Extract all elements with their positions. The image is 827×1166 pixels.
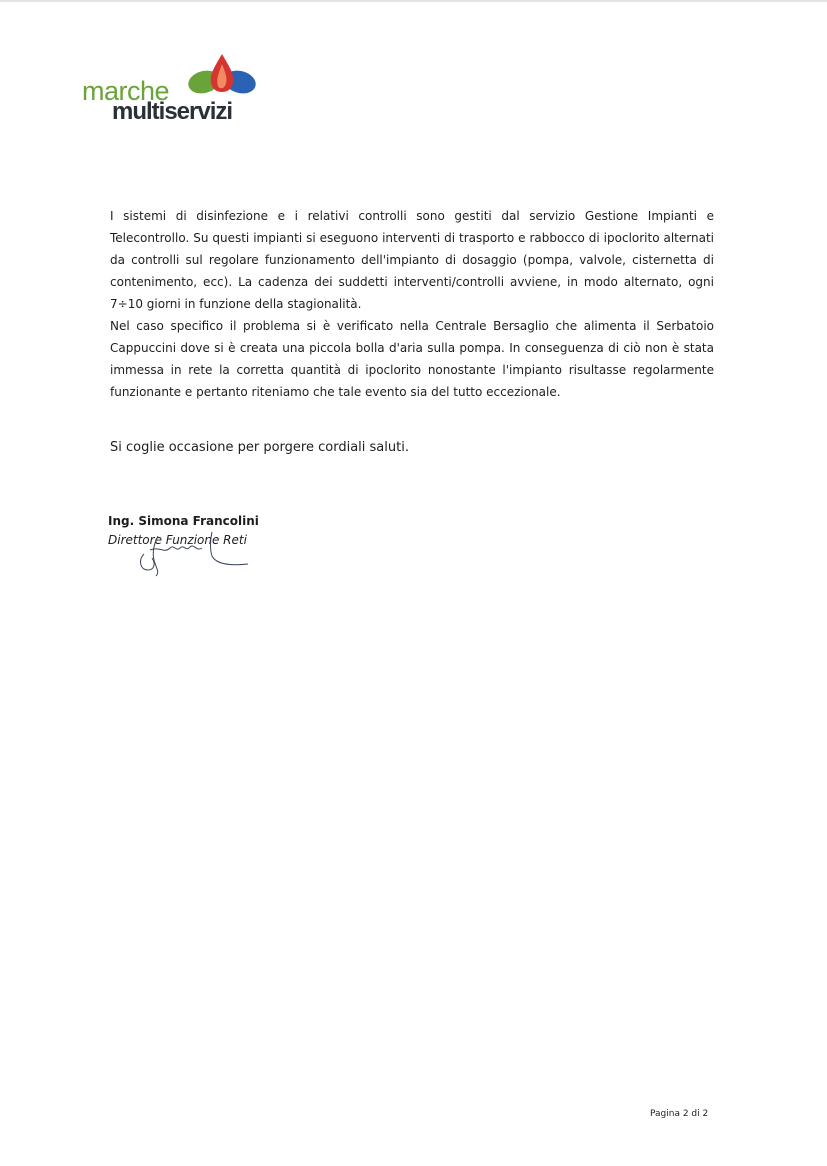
signer-role: Direttore Funzione Reti	[108, 533, 247, 547]
page-top-edge	[0, 0, 827, 2]
page-number: Pagina 2 di 2	[650, 1109, 709, 1119]
company-logo	[82, 52, 262, 132]
closing-greeting: Si coglie occasione per porgere cordiali saluti.	[110, 440, 409, 455]
body-paragraph-1: I sistemi di disinfezione e i relativi controlli sono gestiti dal servizio Gestione Impianti e Telecontrollo. Su questi impianti si eseguono interventi di trasporto e rabbocco di ipoclorito alternati da controlli sul regolare funzionamento dell'impianto di dosaggio (pompa, valvole, cisternetta di contenimento, ecc). La cadenza dei suddetti interventi/controlli avviene, in modo alternato, ogni 7÷10 giorni in funzione della stagionalità.	[110, 209, 714, 311]
handwritten-signature	[130, 530, 250, 578]
logo-mark-icon	[182, 52, 262, 102]
logo-word-multiservizi: multiservizi	[112, 98, 233, 125]
signer-name: Ing. Simona Francolini	[108, 514, 259, 528]
letter-body	[110, 205, 714, 403]
body-paragraph-2: Nel caso specifico il problema si è verificato nella Centrale Bersaglio che alimenta il Serbatoio Cappuccini dove si è creata una piccola bolla d'aria sulla pompa. In conseguenza di ciò non è stata immessa in rete la corretta quantità di ipoclorito nonostante l'impianto risultasse regolarmente funzionante e pertanto riteniamo che tale evento sia del tutto eccezionale.	[110, 319, 714, 399]
logo-word-marche: marche	[82, 76, 170, 106]
